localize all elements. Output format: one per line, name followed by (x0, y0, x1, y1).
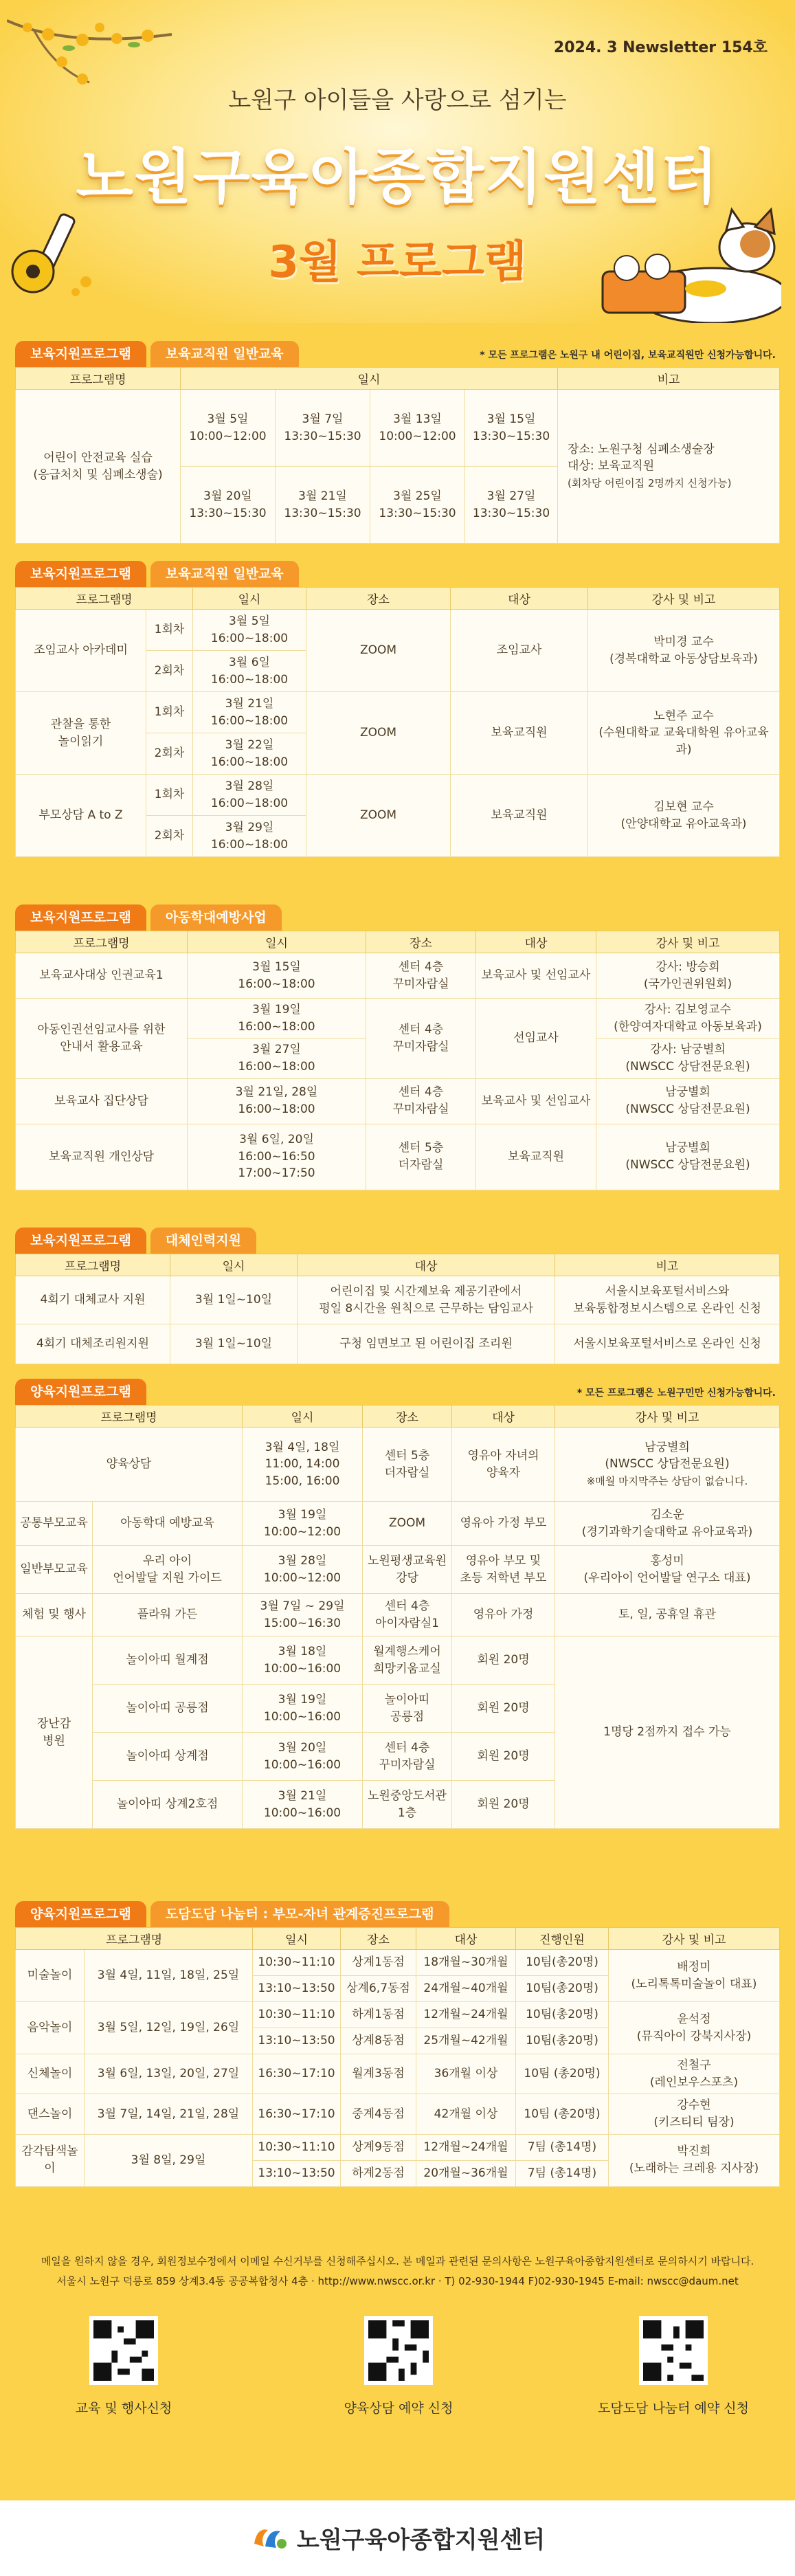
place: 센터 5층 더자람실 (363, 1428, 452, 1502)
session-date: 3월 13일 10:00~12:00 (370, 390, 465, 467)
session-date: 3월 27일 13:30~15:30 (465, 467, 558, 544)
program-name: 양육상담 (16, 1428, 243, 1502)
qr-code-icon (89, 2316, 158, 2385)
lecturer: 남궁별희 (NWSCC 상담전문요원) ※매월 마지막주는 상담이 없습니다. (555, 1428, 780, 1502)
program-dates: 3월 5일, 12일, 19일, 26일 (85, 2002, 253, 2054)
program-name: 우리 아이 언어발달 지원 가이드 (93, 1546, 243, 1594)
target: 12개월~24개월 (416, 2134, 516, 2160)
qr-code-icon (639, 2316, 708, 2385)
session-time: 10:30~11:10 (253, 1950, 341, 1976)
footer (0, 2227, 795, 2576)
session-date: 3월 18일 10:00~16:00 (243, 1636, 363, 1685)
program-dates: 3월 8일, 29일 (85, 2134, 253, 2186)
parenting-support-table (15, 1405, 780, 1829)
lecturer: 배정미 (노리톡톡미술놀이 대표) (609, 1950, 780, 2002)
session-date: 3월 5일 16:00~18:00 (193, 610, 306, 651)
target: 구청 임면보고 된 어린이집 조리원 (298, 1324, 555, 1364)
remarks: 1명당 2점까지 접수 가능 (555, 1636, 780, 1829)
table-header: 대상 (416, 1928, 516, 1950)
target: 42개월 이상 (416, 2094, 516, 2134)
session-date: 3월 15일 16:00~18:00 (188, 953, 366, 999)
lecturer: 홍성미 (우리아이 언어발달 연구소 대표) (555, 1546, 780, 1594)
table-header: 강사 및 비고 (596, 931, 780, 953)
qr-code-icon (364, 2316, 433, 2385)
lecturer: 김소운 (경기과학기술대학교 유아교육과) (555, 1502, 780, 1546)
tab-staff-general-education: 보육교직원 일반교육 (150, 561, 299, 587)
tab-dodam-program: 도담도담 나눔터 : 부모-자녀 관계증진프로그램 (150, 1901, 449, 1927)
target: 회원 20명 (452, 1636, 555, 1685)
table-header: 일시 (243, 1406, 363, 1428)
session-date: 3월 19일 10:00~12:00 (243, 1502, 363, 1546)
table-header: 장소 (363, 1406, 452, 1428)
session-time: 10:30~11:10 (253, 2002, 341, 2028)
abuse-prevention-table (15, 931, 780, 1190)
target: 회원 20명 (452, 1733, 555, 1781)
table-header: 프로그램명 (16, 368, 181, 390)
qr-label: 교육 및 행사신청 (75, 2401, 172, 2416)
target: 조임교사 (451, 610, 588, 692)
lecturer: 강사: 김보영교수 (한양여자대학교 아동보육과) (596, 999, 780, 1039)
lecturer: 남궁별희 (NWSCC 상담전문요원) (596, 1078, 780, 1124)
tab-abuse-prevention: 아동학대예방사업 (150, 904, 282, 931)
program-name: 조임교사 아카데미 (16, 610, 146, 692)
target: 어린이집 및 시간제보육 제공기관에서 평일 8시간을 원칙으로 근무하는 담임교사 (298, 1276, 555, 1324)
session-date: 3월 21일 10:00~16:00 (243, 1781, 363, 1829)
month-title: 3월 프로그램 (268, 237, 527, 288)
target: 보육교사 및 선임교사 (476, 1078, 596, 1124)
capacity: 10팀(총20명) (516, 1976, 609, 2002)
session-date: 3월 7일 ~ 29일 15:00~16:30 (243, 1594, 363, 1636)
session-date: 3월 7일 13:30~15:30 (276, 390, 370, 467)
table-header: 진행인원 (516, 1928, 609, 1950)
footer-info (0, 2252, 795, 2291)
table-header: 강사 및 비고 (609, 1928, 780, 1950)
contact-info: 서울시 노원구 덕릉로 859 상계3.4동 공공복합청사 4층 · http://www.nwscc.or.kr · T) 02-930-1944 F)02-930-1945 E-mail: nwscc@daum.net (56, 2274, 739, 2287)
lecturer: 강사: 방승희 (국가인권위원회) (596, 953, 780, 999)
tab-staff-general-education: 보육교직원 일반교육 (150, 341, 299, 367)
target: 보육교직원 (451, 692, 588, 775)
category: 공통부모교육 (16, 1502, 93, 1546)
program-name: 아동학대 예방교육 (93, 1502, 243, 1546)
table-header: 프로그램명 (16, 1406, 243, 1428)
session-round: 2회차 (146, 651, 193, 692)
session-date: 3월 6일, 20일 16:00~16:50 17:00~17:50 (188, 1124, 366, 1190)
lecturer: 김보현 교수 (안양대학교 유아교육과) (588, 775, 780, 857)
place: ZOOM (306, 775, 451, 857)
lecturer: 강사: 남궁별희 (NWSCC 상담전문요원) (596, 1039, 780, 1078)
tape-measure-illustration (7, 206, 110, 302)
target: 25개월~42개월 (416, 2028, 516, 2054)
place: ZOOM (306, 692, 451, 775)
table-header: 비고 (558, 368, 780, 390)
place: 노원평생교육원 강당 (363, 1546, 452, 1594)
session-date: 3월 25일 13:30~15:30 (370, 467, 465, 544)
session-date: 3월 27일 16:00~18:00 (188, 1039, 366, 1078)
table-header: 일시 (170, 1254, 298, 1276)
session-time: 10:30~11:10 (253, 2134, 341, 2160)
session-round: 1회차 (146, 610, 193, 651)
place: 하계1동점 (341, 2002, 416, 2028)
table-header: 일시 (253, 1928, 341, 1950)
lecturer: 남궁별희 (NWSCC 상담전문요원) (596, 1124, 780, 1190)
program-name: 감각탐색놀이 (16, 2134, 85, 2186)
cat-and-lunchbox-illustration (575, 206, 781, 323)
target: 보육교직원 (451, 775, 588, 857)
section-abuse-prevention (15, 904, 780, 1190)
place: 센터 4층 꾸미자람실 (366, 953, 476, 999)
session-date: 3월 15일 13:30~15:30 (465, 390, 558, 467)
place: 월계행스케어 희망키움교실 (363, 1636, 452, 1685)
table-header: 장소 (341, 1928, 416, 1950)
program-name: 플라워 가든 (93, 1594, 243, 1636)
session-round: 1회차 (146, 775, 193, 816)
place: 센터 4층 꾸미자람실 (366, 1078, 476, 1124)
place: 센터 5층 더자람실 (366, 1124, 476, 1190)
target: 18개월~30개월 (416, 1950, 516, 1976)
session-date: 3월 1일~10일 (170, 1324, 298, 1364)
program-name: 부모상담 A to Z (16, 775, 146, 857)
safety-education-table (15, 367, 780, 544)
footer-logo-bar (0, 2500, 795, 2576)
target: 영유아 자녀의 양육자 (452, 1428, 555, 1502)
place: 중계4동점 (341, 2094, 416, 2134)
capacity: 10팀 (총20명) (516, 2094, 609, 2134)
session-time: 13:10~13:50 (253, 2028, 341, 2054)
qr-label: 도담도담 나눔터 예약 신청 (597, 2401, 749, 2416)
capacity: 10팀(총20명) (516, 1950, 609, 1976)
capacity: 10팀(총20명) (516, 2028, 609, 2054)
tab-childcare-support: 보육지원프로그램 (15, 561, 146, 587)
target: 영유아 부모 및 초등 저학년 부모 (452, 1546, 555, 1594)
section-staff-general (15, 561, 780, 857)
program-name: 미술놀이 (16, 1950, 85, 2002)
table-header: 강사 및 비고 (588, 588, 780, 610)
program-name: 놀이아띠 공릉점 (93, 1685, 243, 1733)
table-header: 프로그램명 (16, 931, 188, 953)
eligibility-note: * 모든 프로그램은 노원구민만 신청가능합니다. (576, 1388, 776, 1399)
session-date: 3월 4일, 18일 11:00, 14:00 15:00, 16:00 (243, 1428, 363, 1502)
place: 놀이아띠 공릉점 (363, 1685, 452, 1733)
table-header: 장소 (306, 588, 451, 610)
session-round: 2회차 (146, 733, 193, 775)
qr-counseling-booking[interactable] (309, 2316, 488, 2417)
session-date: 3월 28일 10:00~12:00 (243, 1546, 363, 1594)
program-dates: 3월 7일, 14일, 21일, 28일 (85, 2094, 253, 2134)
program-name: 어린이 안전교육 실습 (응급처치 및 심폐소생술) (16, 390, 181, 544)
lecturer: 전철구 (레인보우스포츠) (609, 2054, 780, 2094)
place: 센터 4층 아이자람실1 (363, 1594, 452, 1636)
table-header: 장소 (366, 931, 476, 953)
category: 장난감 병원 (16, 1636, 93, 1829)
unsubscribe-notice: 메일을 원하지 않을 경우, 회원정보수정에서 이메일 수신거부를 신청해주십시오. 본 메일과 관련된 문의사항은 노원구육아종합지원센터로 문의하시기 바랍니다. (41, 2255, 754, 2267)
program-name: 신체놀이 (16, 2054, 85, 2094)
place: 상계9동점 (341, 2134, 416, 2160)
tab-parenting-support: 양육지원프로그램 (15, 1901, 146, 1927)
program-name: 음악놀이 (16, 2002, 85, 2054)
program-name: 아동인권선임교사를 위한 안내서 활용교육 (16, 999, 188, 1079)
program-name: 놀이아띠 월계점 (93, 1636, 243, 1685)
table-header: 대상 (451, 588, 588, 610)
program-name: 놀이아띠 상계2호점 (93, 1781, 243, 1829)
table-header: 대상 (298, 1254, 555, 1276)
lecturer: 박미경 교수 (경복대학교 아동상담보육과) (588, 610, 780, 692)
table-header: 일시 (188, 931, 366, 953)
lecturer: 윤석정 (뮤직아이 강북지사장) (609, 2002, 780, 2054)
session-date: 3월 20일 10:00~16:00 (243, 1733, 363, 1781)
lecturer: 박진희 (노래하는 크레용 지사장) (609, 2134, 780, 2186)
session-date: 3월 19일 10:00~16:00 (243, 1685, 363, 1733)
target: 영유아 가정 (452, 1594, 555, 1636)
target: 영유아 가정 부모 (452, 1502, 555, 1546)
header (0, 0, 795, 323)
session-date: 3월 5일 10:00~12:00 (181, 390, 276, 467)
tab-substitute-support: 대체인력지원 (150, 1228, 256, 1254)
qr-education-apply[interactable] (34, 2316, 213, 2417)
session-date: 3월 20일 13:30~15:30 (181, 467, 276, 544)
program-name: 4회기 대체조리원지원 (16, 1324, 170, 1364)
section-teacher-safety (15, 341, 780, 544)
session-time: 13:10~13:50 (253, 2160, 341, 2186)
target: 12개월~24개월 (416, 2002, 516, 2028)
table-header: 대상 (476, 931, 596, 953)
target: 20개월~36개월 (416, 2160, 516, 2186)
category: 일반부모교육 (16, 1546, 93, 1594)
program-name: 보육교사대상 인권교육1 (16, 953, 188, 999)
tab-childcare-support: 보육지원프로그램 (15, 341, 146, 367)
table-header: 프로그램명 (16, 1254, 170, 1276)
program-name: 관찰을 통한 놀이읽기 (16, 692, 146, 775)
center-logo-icon (250, 2523, 289, 2553)
qr-label: 양육상담 예약 신청 (344, 2401, 454, 2416)
table-header: 프로그램명 (16, 588, 193, 610)
session-date: 3월 22일 16:00~18:00 (193, 733, 306, 775)
place: 노원중앙도서관 1층 (363, 1781, 452, 1829)
session-date: 3월 21일 16:00~18:00 (193, 692, 306, 733)
session-date: 3월 29일 16:00~18:00 (193, 816, 306, 857)
center-logo-text: 노원구육아종합지원센터 (296, 2527, 546, 2554)
remarks: 장소: 노원구청 심폐소생술장 대상: 보육교직원 (회차당 어린이집 2명까지 신청가능) (558, 390, 780, 544)
table-header: 프로그램명 (16, 1928, 253, 1950)
dodam-program-table (15, 1927, 780, 2187)
place: 상계6,7동점 (341, 1976, 416, 2002)
session-round: 2회차 (146, 816, 193, 857)
program-dates: 3월 4일, 11일, 18일, 25일 (85, 1950, 253, 2002)
target: 36개월 이상 (416, 2054, 516, 2094)
target: 선임교사 (476, 999, 596, 1079)
table-header: 대상 (452, 1406, 555, 1428)
section-dodam-nanumteo (15, 1901, 780, 2187)
eligibility-note: * 모든 프로그램은 노원구 내 어린이집, 보육교직원만 신청가능합니다. (480, 350, 776, 361)
program-name: 4회기 대체교사 지원 (16, 1276, 170, 1324)
remarks: 토, 일, 공휴일 휴관 (555, 1594, 780, 1636)
session-date: 3월 21일, 28일 16:00~18:00 (188, 1078, 366, 1124)
place: 월계3동점 (341, 2054, 416, 2094)
tab-childcare-support: 보육지원프로그램 (15, 1228, 146, 1254)
place: 하계2동점 (341, 2160, 416, 2186)
session-round: 1회차 (146, 692, 193, 733)
target: 24개월~40개월 (416, 1976, 516, 2002)
section-substitute-staff (15, 1228, 780, 1364)
substitute-staff-table (15, 1254, 780, 1364)
table-header: 강사 및 비고 (555, 1406, 780, 1428)
capacity: 7팀 (총14명) (516, 2160, 609, 2186)
program-name: 보육교사 집단상담 (16, 1078, 188, 1124)
program-name: 보육교직원 개인상담 (16, 1124, 188, 1190)
session-date: 3월 28일 16:00~18:00 (193, 775, 306, 816)
table-header: 일시 (193, 588, 306, 610)
capacity: 10팀(총20명) (516, 2002, 609, 2028)
staff-general-table (15, 587, 780, 857)
target: 회원 20명 (452, 1685, 555, 1733)
target: 회원 20명 (452, 1781, 555, 1829)
tab-parenting-support: 양육지원프로그램 (15, 1379, 146, 1405)
session-date: 3월 1일~10일 (170, 1276, 298, 1324)
tab-childcare-support: 보육지원프로그램 (15, 904, 146, 931)
place: 센터 4층 꾸미자람실 (366, 999, 476, 1079)
issue-number: 2024. 3 Newsletter 154호 (553, 39, 768, 56)
lecturer: 노현주 교수 (수원대학교 교육대학원 유아교육과) (588, 692, 780, 775)
place: 센터 4층 꾸미자람실 (363, 1733, 452, 1781)
program-name: 댄스놀이 (16, 2094, 85, 2134)
category: 체험 및 행사 (16, 1594, 93, 1636)
place: 상계8동점 (341, 2028, 416, 2054)
session-time: 16:30~17:10 (253, 2094, 341, 2134)
target: 보육교사 및 선임교사 (476, 953, 596, 999)
section-parenting-support (15, 1379, 780, 1829)
session-time: 13:10~13:50 (253, 1976, 341, 2002)
lecturer: 강수현 (키즈티티 팀장) (609, 2094, 780, 2134)
session-date: 3월 21일 13:30~15:30 (276, 467, 370, 544)
capacity: 10팀 (총20명) (516, 2054, 609, 2094)
program-dates: 3월 6일, 13일, 20일, 27일 (85, 2054, 253, 2094)
place: 상계1동점 (341, 1950, 416, 1976)
session-date: 3월 6일 16:00~18:00 (193, 651, 306, 692)
table-header: 일시 (181, 368, 558, 390)
target: 보육교직원 (476, 1124, 596, 1190)
capacity: 7팀 (총14명) (516, 2134, 609, 2160)
session-date: 3월 19일 16:00~18:00 (188, 999, 366, 1039)
page-title: 노원구육아종합지원센터 (76, 143, 719, 212)
header-subtitle: 노원구 아이들을 사랑으로 섬기는 (228, 87, 567, 114)
remarks: 서울시보육포털서비스와 보육통합정보시스템으로 온라인 신청 (555, 1276, 780, 1324)
program-name: 놀이아띠 상계점 (93, 1733, 243, 1781)
place: ZOOM (306, 610, 451, 692)
place: ZOOM (363, 1502, 452, 1546)
session-time: 16:30~17:10 (253, 2054, 341, 2094)
qr-dodam-booking[interactable] (584, 2316, 763, 2417)
remarks: 서울시보육포털서비스로 온라인 신청 (555, 1324, 780, 1364)
table-header: 비고 (555, 1254, 780, 1276)
